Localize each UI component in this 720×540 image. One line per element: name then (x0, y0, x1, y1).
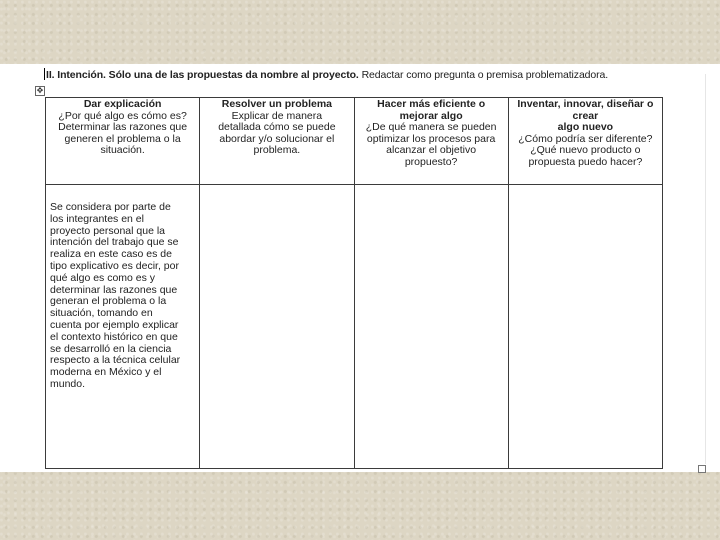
section-heading (44, 68, 694, 81)
header-title: Hacer más eficiente o mejorar algo (377, 98, 486, 122)
text-cursor (44, 68, 45, 80)
header-description: ¿De qué manera se pueden optimizar los procesos para alcanzar el objetivo propuesto? (365, 121, 497, 168)
header-description: ¿Por qué algo es cómo es? Determinar las razones que generen el problema o la situación. (58, 109, 188, 156)
header-description: ¿Cómo podría ser diferente? ¿Qué nuevo producto o propuesta puedo hacer? (518, 132, 653, 168)
header-cell-hacer-eficiente[interactable] (354, 98, 508, 185)
document-page (0, 64, 720, 472)
table-move-handle-icon[interactable]: ✥ (36, 86, 44, 95)
table-body-row (46, 185, 663, 469)
body-cell-dar-explicacion[interactable] (46, 185, 200, 469)
heading-bold-text: II. Intención. Sólo una de las propuestas da nombre al proyecto. (46, 69, 359, 81)
body-cell-inventar-innovar[interactable] (508, 185, 662, 469)
heading-instruction-text: Redactar como pregunta o premisa problematizadora. (358, 69, 609, 81)
intention-table (45, 97, 663, 469)
header-cell-inventar-innovar[interactable] (508, 98, 662, 185)
cell-text: Se considera por parte de los integrantes en el proyecto personal que la intención del trabajo que se realiza en este caso es de tipo explicativo es decir, por qué algo es como es y determinar las razones que generan el problema o la situación, tomando en cuenta por ejemplo explicar el contexto histórico en que se desarrolló en la ciencia respecto a la técnica celular moderna en México y el mundo. (50, 201, 181, 390)
body-cell-resolver-problema[interactable] (200, 185, 354, 469)
cell-text (204, 186, 349, 202)
table-resize-handle[interactable] (698, 465, 706, 473)
cell-text (513, 186, 658, 202)
header-description: Explicar de manera detallada cómo se puede abordar y/o solucionar el problema. (218, 109, 336, 156)
header-title: Dar explicación (83, 98, 162, 110)
page-edge-line (705, 74, 706, 464)
header-cell-dar-explicacion[interactable] (46, 98, 200, 185)
body-cell-hacer-eficiente[interactable] (354, 185, 508, 469)
header-title: Inventar, innovar, diseñar o crear algo nuevo (517, 98, 654, 133)
header-title: Resolver un problema (221, 98, 333, 110)
table-header-row (46, 98, 663, 185)
header-cell-resolver-problema[interactable] (200, 98, 354, 185)
cell-text (359, 186, 504, 202)
